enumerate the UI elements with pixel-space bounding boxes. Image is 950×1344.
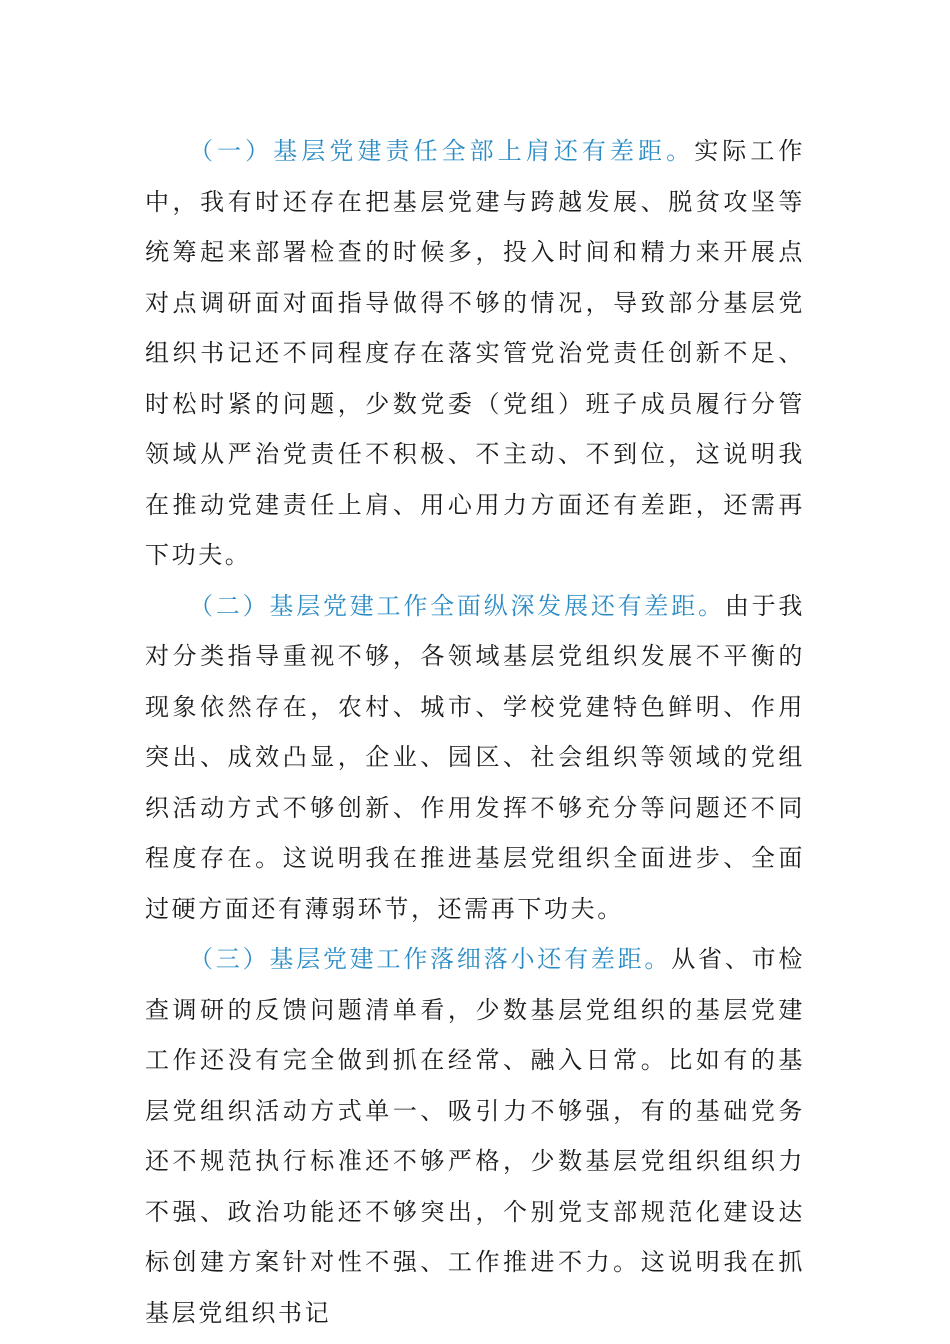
document-page [145,126,805,1338]
paragraph-2-body: 由于我对分类指导重视不够，各领域基层党组织发展不平衡的现象依然存在，农村、城市、学校党建特色鲜明、作用突出、成效凸显，企业、园区、社会组织等领域的党组织活动方式不够创新、作用发挥不够充分等问题还不同程度存在。这说明我在推进基层党组织全面进步、全面过硬方面还有薄弱环节，还需再下功夫。 [145,591,805,923]
paragraph-1-body: 实际工作中，我有时还存在把基层党建与跨越发展、脱贫攻坚等统筹起来部署检查的时候多，投入时间和精力来开展点对点调研面对面指导做得不够的情况，导致部分基层党组织书记还不同程度存在落实管党治党责任创新不足、时松时紧的问题，少数党委（党组）班子成员履行分管领域从严治党责任不积极、不主动、不到位，这说明我在推动党建责任上肩、用心用力方面还有差距，还需再下功夫。 [145,137,805,569]
paragraph-3 [145,934,805,1338]
paragraph-3-body: 从省、市检查调研的反馈问题清单看，少数基层党组织的基层党建工作还没有完全做到抓在经常、融入日常。比如有的基层党组织活动方式单一、吸引力不够强，有的基础党务还不规范执行标准还不够严格，少数基层党组织组织力不强、政治功能还不够突出，个别党支部规范化建设达标创建方案针对性不强、工作推进不力。这说明我在抓基层党组织书记 [145,945,805,1327]
paragraph-1-heading: （一）基层党建责任全部上肩还有差距。 [189,137,695,165]
paragraph-2 [145,581,805,935]
paragraph-3-heading: （三）基层党建工作落细落小还有差距。 [189,945,672,973]
paragraph-2-heading: （二）基层党建工作全面纵深发展还有差距。 [189,591,725,620]
paragraph-1 [145,126,805,581]
